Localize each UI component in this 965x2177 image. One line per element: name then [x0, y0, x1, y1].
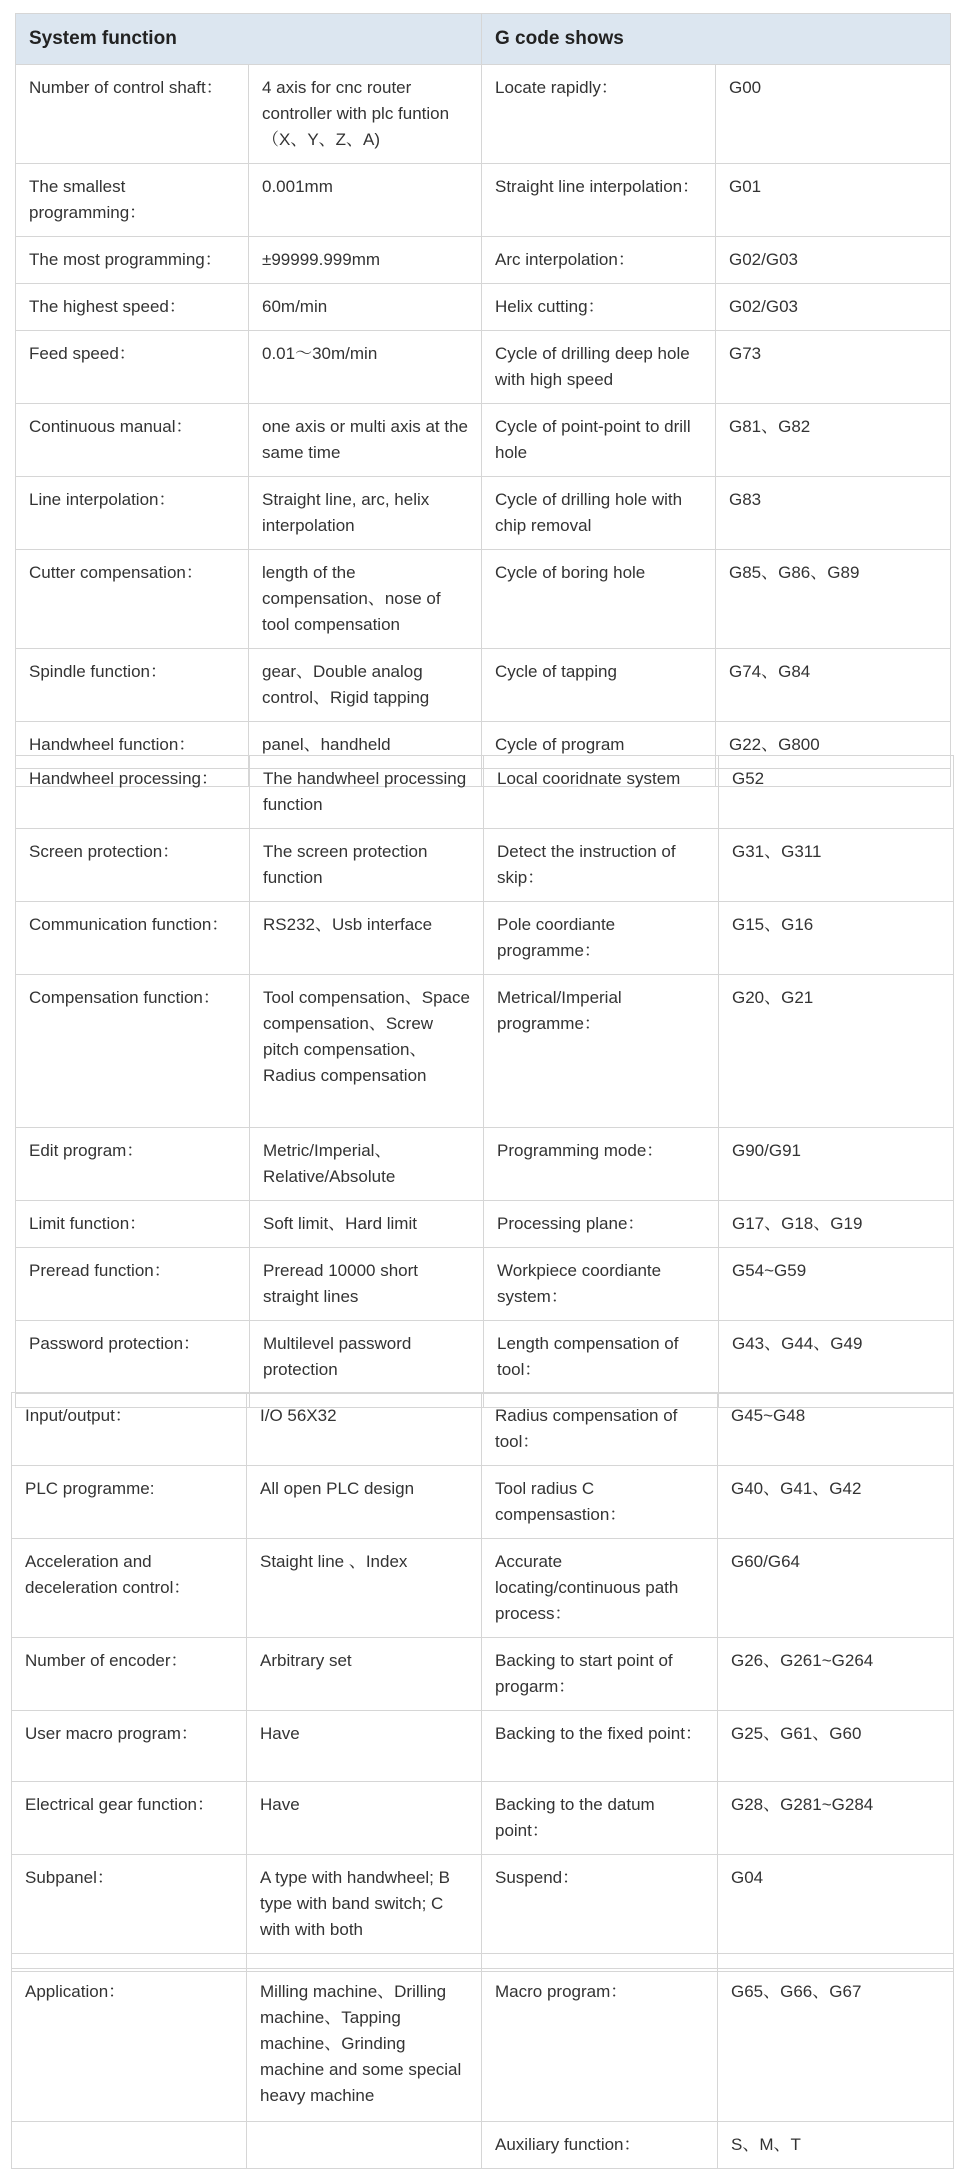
g-code-name: Straight line interpolation：: [482, 164, 716, 237]
g-code-value: G83: [716, 477, 951, 550]
g-code-name: Cycle of point-point to drill hole: [482, 404, 716, 477]
table-row: [16, 1321, 954, 1394]
g-code-value: G02/G03: [716, 284, 951, 331]
g-code-name: Cycle of boring hole: [482, 550, 716, 649]
table-row: [12, 1782, 954, 1855]
table-row: [16, 164, 951, 237]
function-name: Application：: [12, 1969, 247, 2122]
g-code-value: G45~G48: [718, 1393, 954, 1466]
g-code-value: G60/G64: [718, 1539, 954, 1638]
table-row: [12, 1638, 954, 1711]
g-code-name: Processing plane：: [484, 1201, 719, 1248]
g-code-name: Workpiece coordiante system：: [484, 1248, 719, 1321]
g-code-value: G26、G261~G264: [718, 1638, 954, 1711]
g-code-value: G28、G281~G284: [718, 1782, 954, 1855]
g-code-name: Helix cutting：: [482, 284, 716, 331]
g-code-value: G01: [716, 164, 951, 237]
table-row: [16, 649, 951, 722]
function-name: The highest speed：: [16, 284, 249, 331]
function-value: The handwheel processing function: [250, 756, 484, 829]
function-name: Spindle function：: [16, 649, 249, 722]
function-value: ±99999.999mm: [249, 237, 482, 284]
function-value: Arbitrary set: [247, 1638, 482, 1711]
function-value: panel、handheld: [249, 722, 482, 769]
function-name: Number of encoder：: [12, 1638, 247, 1711]
function-value: 60m/min: [249, 284, 482, 331]
table-row: [16, 65, 951, 164]
g-code-value: G25、G61、G60: [718, 1711, 954, 1782]
function-value: Milling machine、Drilling machine、Tapping machine、Grinding machine and some special heavy machine: [247, 1969, 482, 2122]
function-name: Continuous manual：: [16, 404, 249, 477]
table-row: [12, 1969, 954, 2122]
function-value: Staight line 、Index: [247, 1539, 482, 1638]
function-value: The screen protection function: [250, 829, 484, 902]
function-name: Acceleration and deceleration control：: [12, 1539, 247, 1638]
table-row: [16, 829, 954, 902]
function-name: Feed speed：: [16, 331, 249, 404]
function-name: Cutter compensation：: [16, 550, 249, 649]
g-code-name: Locate rapidly：: [482, 65, 716, 164]
function-value: I/O 56X32: [247, 1393, 482, 1466]
table-row: [12, 1466, 954, 1539]
function-name: Password protection：: [16, 1321, 250, 1394]
spec-table-section-1: [15, 13, 951, 787]
table-row: [12, 1711, 954, 1782]
table-row: [16, 902, 954, 975]
g-code-value: G54~G59: [719, 1248, 954, 1321]
g-code-value: G74、G84: [716, 649, 951, 722]
table-row: [16, 1201, 954, 1248]
spec-table-section-3: [11, 1392, 954, 1972]
function-name: [12, 2122, 247, 2169]
function-name: The most programming：: [16, 237, 249, 284]
function-name: Number of control shaft：: [16, 65, 249, 164]
g-code-name: Metrical/Imperial programme：: [484, 975, 719, 1128]
function-value: Multilevel password protection: [250, 1321, 484, 1394]
g-code-value: G22、G800: [716, 722, 951, 769]
table-row: [16, 284, 951, 331]
table-row: [16, 975, 954, 1128]
function-value: 0.01～30m/min: [249, 331, 482, 404]
spec-table-section-2: [15, 755, 954, 1408]
g-code-value: G85、G86、G89: [716, 550, 951, 649]
function-name: Handwheel function：: [16, 722, 249, 769]
table-row: [12, 1855, 954, 1954]
function-value: Preread 10000 short straight lines: [250, 1248, 484, 1321]
function-value: Soft limit、Hard limit: [250, 1201, 484, 1248]
g-code-value: G90/G91: [719, 1128, 954, 1201]
table-row: [16, 550, 951, 649]
g-code-name: Arc interpolation：: [482, 237, 716, 284]
function-value: one axis or multi axis at the same time: [249, 404, 482, 477]
g-code-value: G02/G03: [716, 237, 951, 284]
function-name: Electrical gear function：: [12, 1782, 247, 1855]
g-code-value: G73: [716, 331, 951, 404]
function-name: The smallest programming：: [16, 164, 249, 237]
table-row: [16, 404, 951, 477]
function-value: length of the compensation、nose of tool compensation: [249, 550, 482, 649]
function-name: Preread function：: [16, 1248, 250, 1321]
table-row: [16, 1248, 954, 1321]
g-code-name: Detect the instruction of skip：: [484, 829, 719, 902]
g-code-name: Macro program：: [482, 1969, 718, 2122]
function-name: Screen protection：: [16, 829, 250, 902]
function-value: gear、Double analog control、Rigid tapping: [249, 649, 482, 722]
g-code-name: Cycle of program: [482, 722, 716, 769]
function-name: User macro program：: [12, 1711, 247, 1782]
table-header-row: [16, 14, 951, 65]
g-code-name: Accurate locating/continuous path process：: [482, 1539, 718, 1638]
function-value: RS232、Usb interface: [250, 902, 484, 975]
g-code-name: Auxiliary function：: [482, 2122, 718, 2169]
table-row: [16, 331, 951, 404]
function-name: Communication function：: [16, 902, 250, 975]
g-code-name: Local cooridnate system: [484, 756, 719, 829]
g-code-name: Suspend：: [482, 1855, 718, 1954]
g-code-value: G31、G311: [719, 829, 954, 902]
function-value: 0.001mm: [249, 164, 482, 237]
g-code-name: Backing to the datum point：: [482, 1782, 718, 1855]
table-row: [16, 1128, 954, 1201]
function-value: Tool compensation、Space compensation、Screw pitch compensation、Radius compensation: [250, 975, 484, 1128]
function-name: Edit program：: [16, 1128, 250, 1201]
g-code-name: Backing to start point of progarm：: [482, 1638, 718, 1711]
function-value: 4 axis for cnc router controller with plc funtion（X、Y、Z、A): [249, 65, 482, 164]
g-code-value: G15、G16: [719, 902, 954, 975]
g-code-name: Cycle of tapping: [482, 649, 716, 722]
function-value: All open PLC design: [247, 1466, 482, 1539]
spec-table-section-4: [11, 1968, 954, 2169]
g-code-value: G20、G21: [719, 975, 954, 1128]
table-row: [16, 756, 954, 829]
g-code-value: G17、G18、G19: [719, 1201, 954, 1248]
g-code-name: Length compensation of tool：: [484, 1321, 719, 1394]
function-value: A type with handwheel; B type with band switch; C with with both: [247, 1855, 482, 1954]
header-system-function: System function: [16, 14, 482, 65]
g-code-value: G52: [719, 756, 954, 829]
function-name: Line interpolation：: [16, 477, 249, 550]
g-code-value: S、M、T: [718, 2122, 954, 2169]
table-row: [12, 2122, 954, 2169]
function-name: Input/output：: [12, 1393, 247, 1466]
header-g-code-shows: G code shows: [482, 14, 951, 65]
g-code-value: G65、G66、G67: [718, 1969, 954, 2122]
table-row: [12, 1393, 954, 1466]
g-code-value: G40、G41、G42: [718, 1466, 954, 1539]
g-code-value: G43、G44、G49: [719, 1321, 954, 1394]
function-name: Limit function：: [16, 1201, 250, 1248]
g-code-name: Backing to the fixed point：: [482, 1711, 718, 1782]
g-code-name: Cycle of drilling deep hole with high speed: [482, 331, 716, 404]
table-row: [12, 1539, 954, 1638]
g-code-name: Pole coordiante programme：: [484, 902, 719, 975]
table-row: [16, 237, 951, 284]
function-name: PLC programme:: [12, 1466, 247, 1539]
function-name: Subpanel：: [12, 1855, 247, 1954]
g-code-value: G00: [716, 65, 951, 164]
g-code-name: Cycle of drilling hole with chip removal: [482, 477, 716, 550]
function-name: Handwheel processing：: [16, 756, 250, 829]
function-value: [247, 2122, 482, 2169]
g-code-value: G81、G82: [716, 404, 951, 477]
g-code-name: Tool radius C compensastion：: [482, 1466, 718, 1539]
function-name: Compensation function：: [16, 975, 250, 1128]
g-code-value: G04: [718, 1855, 954, 1954]
function-value: Straight line, arc, helix interpolation: [249, 477, 482, 550]
function-value: Have: [247, 1711, 482, 1782]
function-value: Metric/Imperial、Relative/Absolute: [250, 1128, 484, 1201]
table-row: [16, 477, 951, 550]
function-value: Have: [247, 1782, 482, 1855]
g-code-name: Programming mode：: [484, 1128, 719, 1201]
g-code-name: Radius compensation of tool：: [482, 1393, 718, 1466]
